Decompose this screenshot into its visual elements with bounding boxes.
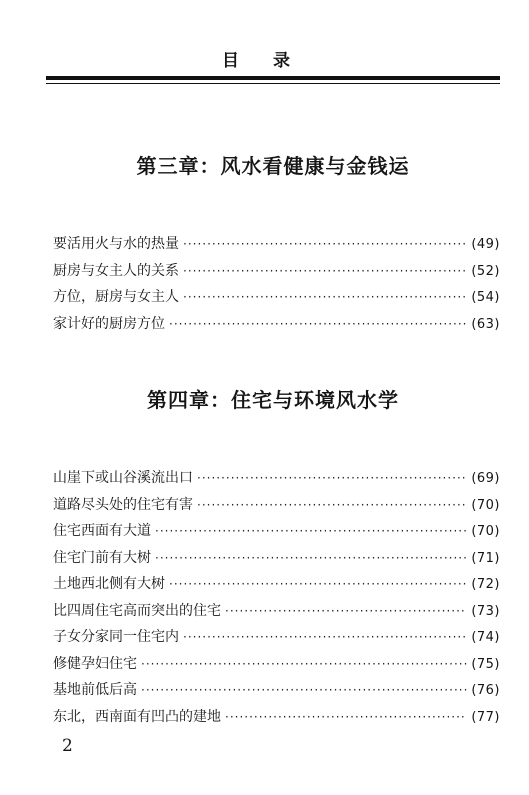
toc-entry[interactable] (53, 258, 500, 285)
toc-entry[interactable] (53, 624, 500, 651)
leader-dots (225, 598, 467, 625)
leader-dots (169, 571, 467, 598)
toc-entry-page: (54) (471, 290, 500, 305)
header-rule-thin (46, 83, 500, 84)
toc-entry[interactable] (53, 704, 500, 731)
toc-entry-page: (63) (471, 316, 500, 332)
leader-dots (155, 545, 467, 572)
leader-dots (197, 465, 467, 492)
toc-entry[interactable] (53, 231, 500, 258)
toc-entry-page: (52) (471, 263, 500, 279)
toc-entry-title: 家计好的厨房方位 (53, 315, 165, 332)
toc-entry[interactable] (53, 598, 500, 625)
leader-dots (183, 231, 467, 258)
toc-entry[interactable] (53, 677, 500, 704)
toc-entry[interactable] (53, 651, 500, 678)
leader-dots (183, 624, 467, 651)
toc-entry-page: (49) (471, 237, 500, 252)
page-header-title: 目录 (222, 50, 324, 71)
toc-entry-title: 住宅西面有大道 (53, 523, 151, 539)
leader-dots (183, 258, 467, 285)
toc-list (53, 231, 500, 337)
toc-entry-page: (75) (471, 656, 500, 672)
toc-entry-title: 要活用火与水的热量 (53, 236, 179, 252)
toc-entry[interactable] (53, 571, 500, 598)
toc-entry[interactable] (53, 518, 500, 545)
toc-entry-title: 道路尽头处的住宅有害 (53, 496, 193, 513)
toc-entry-title: 子女分家同一住宅内 (53, 629, 179, 645)
toc-entry-title: 厨房与女主人的关系 (53, 262, 179, 279)
leader-dots (155, 518, 467, 545)
toc-entry-page: (70) (471, 524, 500, 539)
leader-dots (169, 311, 467, 338)
toc-entry-title: 比四周住宅高而突出的住宅 (53, 602, 221, 619)
toc-entry-title: 土地西北侧有大树 (53, 576, 165, 592)
toc-entry-title: 东北，西南面有凹凸的建地 (53, 708, 221, 725)
leader-dots (141, 677, 467, 704)
leader-dots (197, 492, 467, 519)
leader-dots (141, 651, 467, 678)
chapter-title: 第三章：风水看健康与金钱运 (136, 154, 410, 178)
toc-entry[interactable] (53, 284, 500, 311)
toc-entry[interactable] (53, 465, 500, 492)
toc-entry-page: (73) (471, 603, 500, 619)
toc-entry-page: (69) (471, 471, 500, 486)
toc-entry-title: 方位，厨房与女主人 (53, 289, 179, 305)
leader-dots (183, 284, 467, 311)
toc-entry[interactable] (53, 492, 500, 519)
toc-list (53, 465, 500, 730)
toc-entry-page: (70) (471, 497, 500, 513)
toc-entry-page: (77) (471, 709, 500, 725)
toc-entry-title: 山崖下或山谷溪流出口 (53, 470, 193, 486)
toc-entry[interactable] (53, 545, 500, 572)
toc-entry-title: 修健孕妇住宅 (53, 655, 137, 672)
toc-entry-page: (71) (471, 550, 500, 566)
toc-entry-page: (74) (471, 630, 500, 645)
header-rule-thick (46, 76, 500, 80)
page-number: 2 (62, 736, 73, 756)
toc-entry-page: (72) (471, 577, 500, 592)
toc-entry-page: (76) (471, 683, 500, 698)
leader-dots (225, 704, 467, 731)
chapter-title: 第四章：住宅与环境风水学 (147, 388, 399, 412)
toc-entry[interactable] (53, 311, 500, 338)
toc-entry-title: 住宅门前有大树 (53, 549, 151, 566)
toc-entry-title: 基地前低后高 (53, 682, 137, 698)
